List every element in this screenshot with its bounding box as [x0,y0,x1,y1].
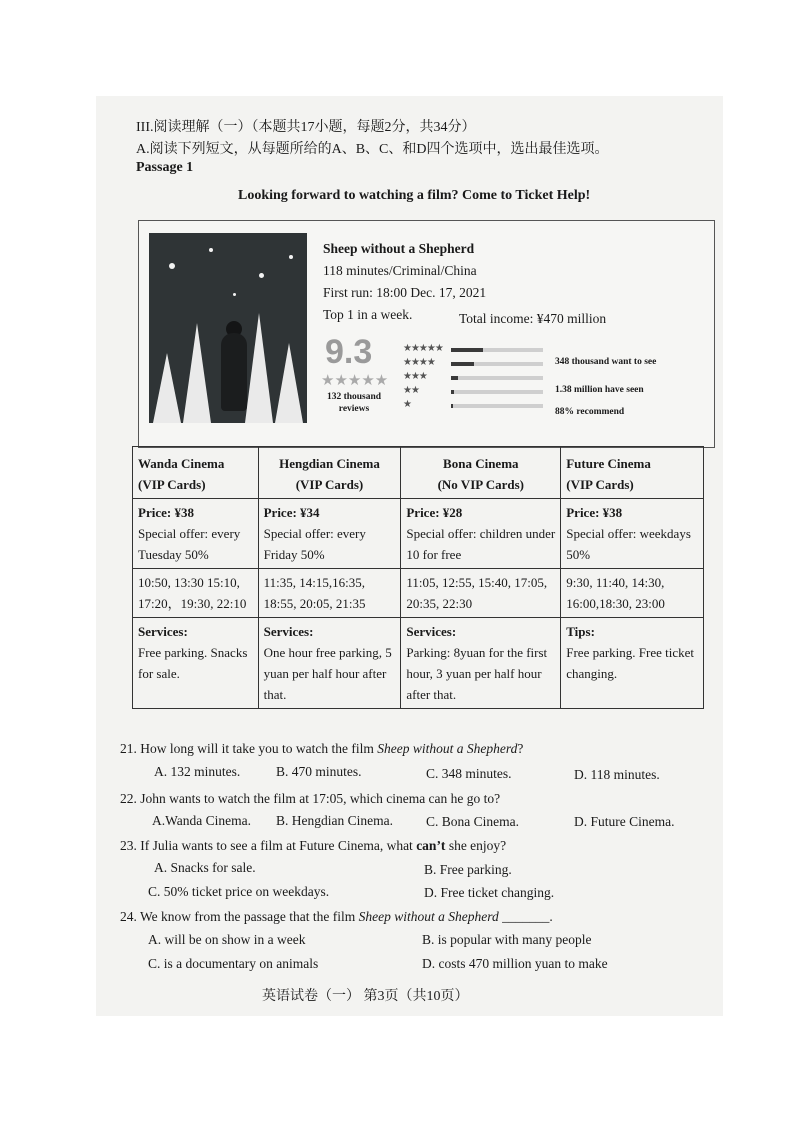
option-a[interactable]: A. 132 minutes. [154,764,241,779]
rating-bar [451,362,543,366]
cinema-offer: Special offer: weekdays 50% [566,526,691,562]
film-info-box [138,220,715,448]
film-first-run: First run: 18:00 Dec. 17, 2021 [323,285,487,300]
cinema-services: Free parking. Snacks for sale. [138,645,248,681]
cinema-offer: Special offer: every Friday 50% [263,526,366,562]
rating-row-stars: ★★★ [403,371,427,382]
cinema-table [132,446,704,709]
rating-bar [451,376,543,380]
question-text-end: she enjoy? [445,838,507,853]
film-score: 9.3 [325,333,373,371]
option-c[interactable]: C. is a documentary on animals [148,956,319,971]
services-row [133,618,704,709]
cinema-services: One hour free parking, 5 yuan per half hour after that. [263,645,392,702]
question-italic: Sheep without a Shepherd [377,741,518,756]
rating-bar-fill [451,376,458,380]
cinema-offer: Special offer: children under 10 for free [406,526,556,562]
cinema-name: Bona Cinema [443,456,519,471]
cinema-card: (VIP Cards) [295,477,364,492]
cinema-services: Parking: 8yuan for the first hour, 3 yuan per half hour after that. [406,645,548,702]
cinema-card: (VIP Cards) [566,477,634,492]
cinema-price: Price: ¥34 [263,505,320,520]
services-label: Services: [263,624,314,639]
question-23 [120,836,506,856]
question-24 [120,907,553,927]
price-row [133,499,704,569]
cinema-price: Price: ¥38 [138,505,194,520]
passage-label: Passage 1 [136,160,194,175]
rating-row-stars: ★★ [403,385,419,396]
rating-row-stars: ★ [403,399,411,410]
rating-bar [451,390,543,394]
review-count: 132 thousand reviews [326,392,382,414]
recommend-stat: 88% recommend [555,407,625,417]
cinema-showtimes: 10:50, 13:30 15:10, 17:20，19:30, 22:10 [133,569,259,618]
question-number: 23. [120,838,137,853]
option-b[interactable]: B. 470 minutes. [276,764,362,779]
score-stars: ★★★★★ [321,373,389,389]
rating-row-stars: ★★★★★ [403,343,443,354]
cinema-header-row [133,447,704,499]
section-instruction: A.阅读下列短文，从每题所给的A、B、C、和D四个选项中，选出最佳选项。 [136,142,609,157]
film-total-income: Total income: ¥470 million [459,311,607,326]
option-c[interactable]: C. 348 minutes. [426,766,512,781]
question-number: 21. [120,741,137,756]
question-text: John wants to watch the film at 17:05, which cinema can he go to? [140,791,501,806]
want-to-see-stat: 348 thousand want to see [555,357,657,367]
question-text: If Julia wants to see a film at Future Cinema, what [140,838,417,853]
exam-page [96,96,723,1016]
cinema-price: Price: ¥28 [406,505,463,520]
option-d[interactable]: D. Free ticket changing. [424,885,555,900]
question-number: 22. [120,791,137,806]
services-label: Services: [138,624,188,639]
film-title: Sheep without a Shepherd [323,241,475,256]
have-seen-stat: 1.38 million have seen [555,385,644,395]
film-poster-image [149,233,307,423]
question-text: How long will it take you to watch the film [140,741,378,756]
rating-row-stars: ★★★★ [403,357,435,368]
question-text: We know from the passage that the film [140,909,359,924]
page-footer: 英语试卷（一） 第3页（共10页） [262,989,469,1004]
rating-bar-fill [451,348,483,352]
advert-banner: Looking forward to watching a film? Come to Ticket Help! [238,188,591,203]
rating-bar-fill [451,404,453,408]
cinema-name: Hengdian Cinema [279,456,380,471]
option-d[interactable]: D. 118 minutes. [574,767,660,782]
rating-bar [451,348,543,352]
option-a[interactable]: A.Wanda Cinema. [152,813,252,828]
question-22 [120,789,500,809]
question-bold: can’t [416,838,446,853]
cinema-showtimes: 9:30, 11:40, 14:30, 16:00,18:30, 23:00 [561,569,704,618]
services-label: Services: [406,624,457,639]
cinema-card: (VIP Cards) [138,477,206,492]
question-number: 24. [120,909,137,924]
option-b[interactable]: B. Hengdian Cinema. [276,813,393,828]
section-heading: III.阅读理解（一）（本题共17小题，每题2分，共34分） [136,120,476,135]
question-text-end: _______. [498,909,553,924]
cinema-offer: Special offer: every Tuesday 50% [138,526,241,562]
option-d[interactable]: D. Future Cinema. [574,814,675,829]
cinema-name: Wanda Cinema [138,456,225,471]
cinema-showtimes: 11:35, 14:15,16:35, 18:55, 20:05, 21:35 [258,569,401,618]
question-italic: Sheep without a Shepherd [358,909,499,924]
option-b[interactable]: B. is popular with many people [422,932,592,947]
option-a[interactable]: A. Snacks for sale. [154,860,256,875]
cinema-card: (No VIP Cards) [437,477,525,492]
question-text-end: ? [517,741,524,756]
cinema-showtimes: 11:05, 12:55, 15:40, 17:05, 20:35, 22:30 [401,569,561,618]
services-label: Tips: [566,624,595,639]
option-b[interactable]: B. Free parking. [424,862,512,877]
rating-bar-fill [451,390,454,394]
option-c[interactable]: C. Bona Cinema. [426,814,519,829]
rating-bar [451,404,543,408]
cinema-price: Price: ¥38 [566,505,623,520]
cinema-services: Free parking. Free ticket changing. [566,645,695,681]
film-top-rank: Top 1 in a week. [323,307,413,322]
option-a[interactable]: A. will be on show in a week [148,932,306,947]
option-c[interactable]: C. 50% ticket price on weekdays. [148,884,330,899]
option-d[interactable]: D. costs 470 million yuan to make [422,956,608,971]
cinema-name: Future Cinema [566,456,651,471]
question-21 [120,739,523,759]
film-meta: 118 minutes/Criminal/China [323,263,477,278]
showtimes-row [133,569,704,618]
rating-bar-fill [451,362,474,366]
